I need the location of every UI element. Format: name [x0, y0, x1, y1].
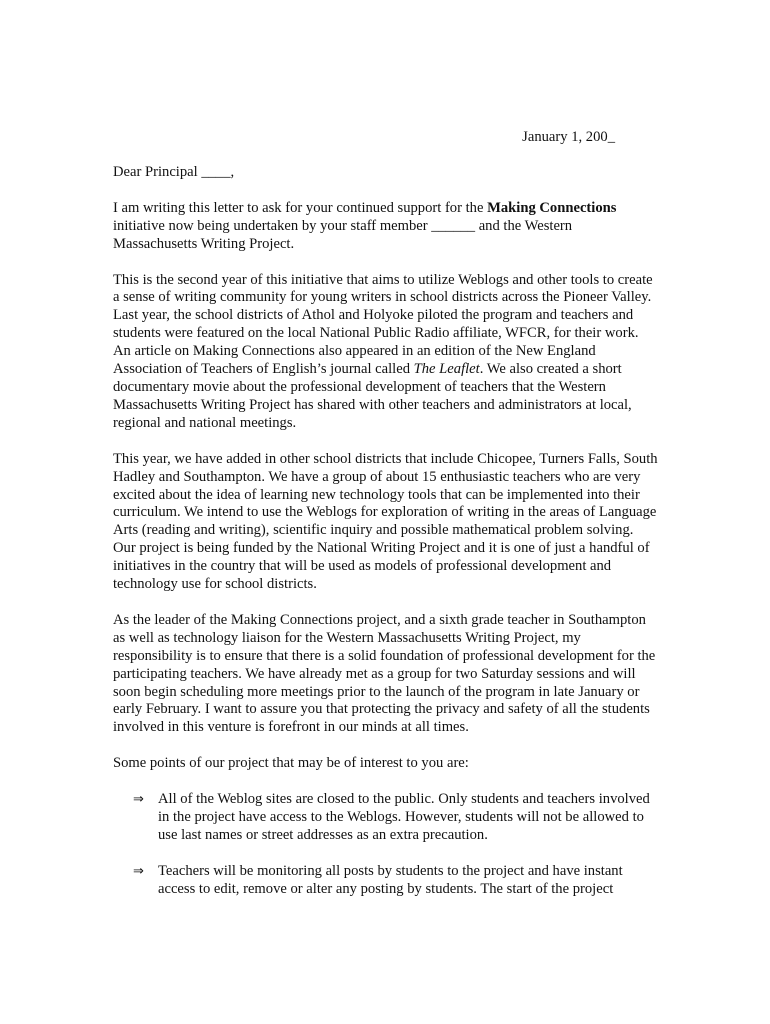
letter-page — [113, 129, 658, 917]
paragraph-3: This year, we have added in other school districts that include Chicopee, Turners Falls, South Hadley and Southampton. We have a group of about 15 enthusiastic teachers who are very excited about the idea of learning new technology tools that can be implemented into their curriculum. We intend to use the Weblogs for exploration of writing in the areas of Language Arts (reading and writing), scientific inquiry and possible mathematical problem solving. Our project is being funded by the National Writing Project and it is one of just a handful of initiatives in the country that will be used as models of professional development and technology use for school districts. — [113, 450, 658, 593]
paragraph-5: Some points of our project that may be of interest to you are: — [113, 755, 469, 772]
letter-date: January 1, 200_ — [522, 129, 615, 145]
points-list — [113, 791, 658, 899]
salutation: Dear Principal ____, — [113, 163, 235, 180]
paragraph-4: As the leader of the Making Connections project, and a sixth grade teacher in Southampton as well as technology liaison for the Western Massachusetts Writing Project, my responsibility is to ensure that there is a solid foundation of professional development for the participating teachers. We have already met as a group for two Saturday sessions and will soon begin scheduling more meetings prior to the launch of the program in late January or early February. I want to assure you that protecting the privacy and safety of all the students involved in this venture is forefront in our minds at all times. — [113, 611, 656, 736]
paragraph-1-text-a: I am writing this letter to ask for your continued support for the — [113, 199, 488, 216]
list-item — [113, 791, 658, 845]
paragraph-2-text-b: . We also created a short documentary movie about the professional development of teachers that the Western Massachusetts Writing Project has shared with other teachers and administrators at local, regional and national meetings. — [113, 361, 632, 431]
project-name-bold: Making Connections — [487, 199, 617, 216]
right-double-arrow-icon: ⇒ — [133, 792, 144, 808]
right-double-arrow-icon: ⇒ — [133, 863, 144, 879]
list-item-text: Teachers will be monitoring all posts by students to the project and have instant access to edit, remove or alter any posting by students. The start of the project — [158, 862, 623, 897]
paragraph-1-text-b: initiative now being undertaken by your staff member ______ and the Western Massachusetts Writing Project. — [113, 217, 573, 252]
paragraph-2-text-a: This is the second year of this initiative that aims to utilize Weblogs and other tools to create a sense of writing community for young writers in school districts across the Pioneer Valley. Last year, the school districts of Athol and Holyoke piloted the program and teachers and students were featured on the local National Public Radio affiliate, WFCR, for their work. An article on Making Connections also appeared in an edition of the New England Association of Teachers of English’s journal called — [113, 271, 653, 378]
list-item — [113, 863, 658, 899]
paragraph-2 — [113, 272, 658, 433]
paragraph-1 — [113, 200, 658, 254]
list-item-text: All of the Weblog sites are closed to the public. Only students and teachers involved in the project have access to the Weblogs. However, students will not be allowed to use last names or street addresses as an extra precaution. — [158, 791, 650, 843]
journal-title-italic: The Leaflet — [413, 361, 480, 378]
